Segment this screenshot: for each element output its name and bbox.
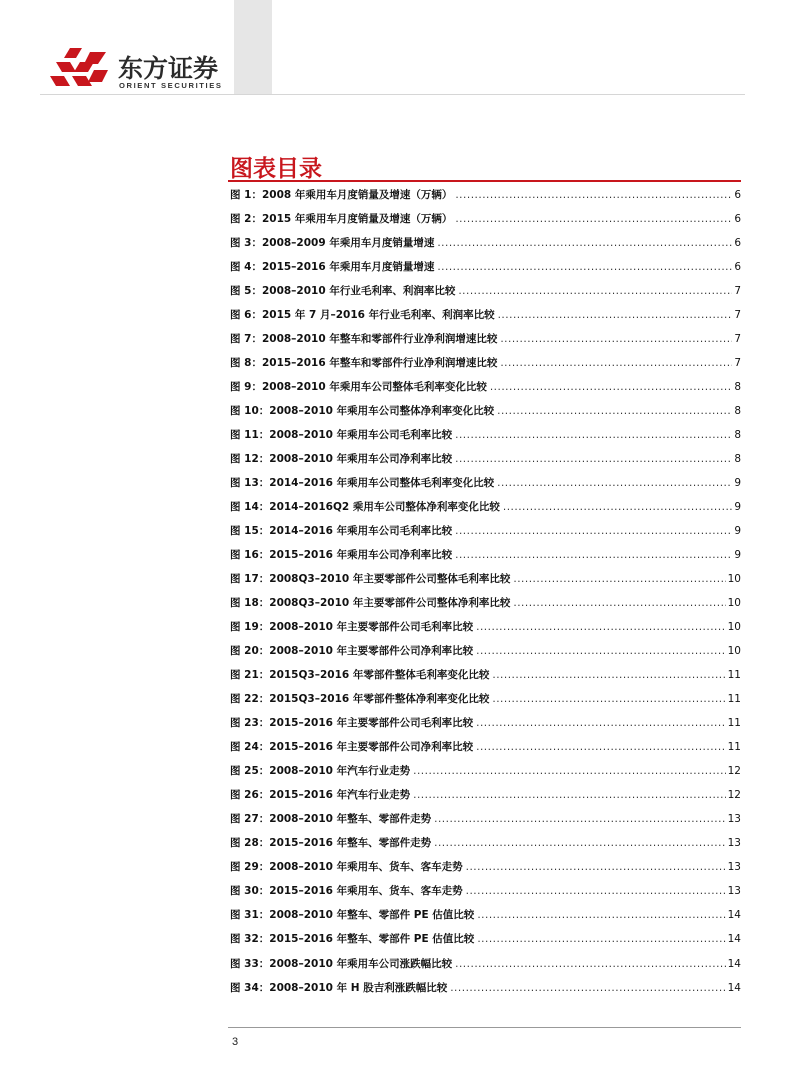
toc-entry-label: 图 14：2014–2016Q2 乘用车公司整体净利率变化比较: [230, 501, 500, 514]
toc-entry-label: 图 8：2015–2016 年整车和零部件行业净利润增速比较: [230, 357, 498, 370]
toc-entry[interactable]: [230, 187, 741, 211]
toc-entry-label: 图 25：2008–2010 年汽车行业走势: [230, 765, 411, 778]
toc-entry[interactable]: [230, 331, 741, 355]
toc-dot-leader: [500, 333, 732, 345]
toc-entry[interactable]: [230, 691, 741, 715]
toc-entry[interactable]: [230, 283, 741, 307]
toc-entry[interactable]: [230, 739, 741, 763]
toc-dot-leader: [497, 477, 732, 489]
toc-dot-leader: [513, 573, 725, 585]
header-divider: [40, 94, 745, 95]
toc-entry-page: 6: [734, 189, 741, 201]
toc-entry-page: 13: [727, 861, 741, 874]
toc-entry[interactable]: [230, 956, 741, 980]
toc-entry-page: 10: [727, 621, 741, 634]
toc-entry-page: 14: [727, 933, 741, 946]
toc-entry-page: 10: [727, 573, 741, 586]
toc-entry-label: 图 24：2015–2016 年主要零部件公司净利率比较: [230, 741, 474, 754]
toc-entry-page: 9: [734, 525, 741, 538]
toc-dot-leader: [434, 813, 726, 825]
toc-entry-page: 12: [727, 765, 741, 778]
toc-entry-page: 9: [734, 501, 741, 514]
toc-entry-page: 8: [734, 429, 741, 442]
toc-dot-leader: [455, 958, 726, 970]
toc-entry-label: 图 9：2008–2010 年乘用车公司整体毛利率变化比较: [230, 381, 487, 394]
toc-entry-label: 图 22：2015Q3–2016 年零部件整体净利率变化比较: [230, 693, 490, 706]
toc-entry[interactable]: [230, 547, 741, 571]
toc-entry-page: 13: [727, 813, 741, 826]
toc-entry-label: 图 10：2008–2010 年乘用车公司整体净利率变化比较: [230, 405, 495, 418]
toc-dot-leader: [466, 885, 726, 897]
toc-dot-leader: [500, 357, 732, 369]
toc-entry[interactable]: [230, 235, 741, 259]
toc-dot-leader: [455, 213, 732, 225]
toc-entry-label: 图 21：2015Q3–2016 年零部件整体毛利率变化比较: [230, 669, 490, 682]
toc-entry-label: 图 13：2014–2016 年乘用车公司整体毛利率变化比较: [230, 477, 495, 490]
toc-entry-label: 图 11：2008–2010 年乘用车公司毛利率比较: [230, 429, 453, 442]
toc-entry-label: 图 7：2008–2010 年整车和零部件行业净利润增速比较: [230, 333, 498, 346]
orient-securities-mark-icon: [50, 48, 110, 92]
toc-dot-leader: [492, 693, 725, 705]
toc-entry-label: 图 26：2015–2016 年汽车行业走势: [230, 789, 411, 802]
toc-dot-leader: [437, 261, 732, 273]
toc-entry-label: 图 5：2008–2010 年行业毛利率、利润率比较: [230, 285, 456, 298]
toc-entry[interactable]: [230, 715, 741, 739]
toc-entry[interactable]: [230, 980, 741, 1004]
toc-entry-page: 14: [727, 909, 741, 922]
toc-entry-page: 13: [727, 837, 741, 850]
toc-entry[interactable]: [230, 931, 741, 955]
toc-dot-leader: [503, 501, 732, 513]
toc-dot-leader: [450, 982, 725, 994]
toc-entry-label: 图 30：2015–2016 年乘用车、货车、客车走势: [230, 885, 463, 898]
toc-entry-page: 14: [727, 957, 741, 970]
toc-dot-leader: [476, 717, 726, 729]
toc-entry-page: 11: [727, 693, 741, 706]
toc-entry[interactable]: [230, 451, 741, 475]
toc-entry-label: 图 27：2008–2010 年整车、零部件走势: [230, 813, 432, 826]
toc-dot-leader: [466, 861, 726, 873]
toc-dot-leader: [513, 597, 725, 609]
toc-dot-leader: [476, 741, 726, 753]
toc-entry[interactable]: [230, 259, 741, 283]
toc-entry[interactable]: [230, 787, 741, 811]
toc-dot-leader: [455, 453, 732, 465]
toc-entry[interactable]: [230, 643, 741, 667]
toc-entry[interactable]: [230, 835, 741, 859]
toc-dot-leader: [477, 933, 725, 945]
toc-entry[interactable]: [230, 523, 741, 547]
toc-entry-page: 8: [734, 381, 741, 394]
toc-entry[interactable]: [230, 403, 741, 427]
toc-entry[interactable]: [230, 499, 741, 523]
toc-title: 图表目录: [230, 156, 322, 182]
toc-entry[interactable]: [230, 475, 741, 499]
toc-entry-label: 图 12：2008–2010 年乘用车公司净利率比较: [230, 453, 453, 466]
toc-entry-label: 图 18：2008Q3–2010 年主要零部件公司整体净利率比较: [230, 597, 511, 610]
toc-entry-label: 图 2：2015 年乘用车月度销量及增速（万辆）: [230, 213, 453, 226]
toc-entry-label: 图 32：2015–2016 年整车、零部件 PE 估值比较: [230, 933, 475, 946]
toc-entry-page: 14: [727, 981, 741, 994]
toc-dot-leader: [490, 381, 732, 393]
toc-dot-leader: [498, 309, 733, 321]
toc-entry-label: 图 29：2008–2010 年乘用车、货车、客车走势: [230, 861, 463, 874]
toc-dot-leader: [455, 429, 732, 441]
toc-entry-page: 13: [727, 885, 741, 898]
toc-entry-page: 9: [734, 549, 741, 562]
toc-entry[interactable]: [230, 907, 741, 931]
toc-entry-label: 图 1：2008 年乘用车月度销量及增速（万辆）: [230, 189, 453, 201]
toc-dot-leader: [476, 621, 726, 633]
toc-entry-page: 9: [734, 477, 741, 490]
toc-entry-label: 图 28：2015–2016 年整车、零部件走势: [230, 837, 432, 850]
toc-list: [230, 187, 741, 1004]
toc-dot-leader: [437, 237, 732, 249]
toc-dot-leader: [477, 909, 725, 921]
toc-entry[interactable]: [230, 595, 741, 619]
logo-english-name: ORIENT SECURITIES: [119, 81, 223, 90]
toc-entry-page: 6: [734, 213, 741, 226]
toc-entry[interactable]: [230, 427, 741, 451]
toc-entry-page: 7: [734, 285, 741, 298]
toc-entry[interactable]: [230, 211, 741, 235]
toc-entry[interactable]: [230, 811, 741, 835]
toc-entry-label: 图 19：2008–2010 年主要零部件公司毛利率比较: [230, 621, 474, 634]
toc-dot-leader: [455, 189, 732, 201]
toc-entry-page: 10: [727, 645, 741, 658]
toc-dot-leader: [455, 525, 732, 537]
toc-entry-page: 11: [727, 717, 741, 730]
logo-chinese-name: 东方证券: [118, 54, 219, 83]
toc-dot-leader: [497, 405, 732, 417]
toc-entry[interactable]: [230, 763, 741, 787]
toc-entry-page: 7: [734, 357, 741, 370]
toc-entry[interactable]: [230, 571, 741, 595]
toc-dot-leader: [458, 285, 732, 297]
toc-entry-label: 图 20：2008–2010 年主要零部件公司净利率比较: [230, 645, 474, 658]
toc-entry-page: 6: [734, 261, 741, 274]
company-logo: [50, 46, 240, 94]
toc-entry-label: 图 31：2008–2010 年整车、零部件 PE 估值比较: [230, 909, 475, 922]
toc-entry[interactable]: [230, 307, 741, 331]
toc-entry-label: 图 33：2008–2010 年乘用车公司涨跌幅比较: [230, 957, 453, 970]
toc-entry-label: 图 6：2015 年 7 月–2016 年行业毛利率、利润率比较: [230, 309, 495, 322]
toc-entry-label: 图 3：2008–2009 年乘用车月度销量增速: [230, 237, 435, 250]
toc-entry[interactable]: [230, 859, 741, 883]
toc-entry[interactable]: [230, 667, 741, 691]
toc-entry[interactable]: [230, 355, 741, 379]
toc-entry-page: 11: [727, 669, 741, 682]
toc-dot-leader: [455, 549, 732, 561]
toc-entry-page: 11: [727, 741, 741, 754]
toc-title-underline: [228, 180, 741, 182]
toc-entry[interactable]: [230, 619, 741, 643]
toc-dot-leader: [492, 669, 725, 681]
toc-entry-page: 10: [727, 597, 741, 610]
toc-entry[interactable]: [230, 883, 741, 907]
toc-entry-page: 6: [734, 237, 741, 250]
page-number: 3: [232, 1036, 239, 1048]
toc-entry-label: 图 34：2008–2010 年 H 股吉利涨跌幅比较: [230, 981, 448, 994]
toc-entry[interactable]: [230, 379, 741, 403]
toc-entry-page: 7: [734, 309, 741, 322]
toc-dot-leader: [413, 765, 726, 777]
toc-entry-label: 图 17：2008Q3–2010 年主要零部件公司整体毛利率比较: [230, 573, 511, 586]
toc-entry-page: 8: [734, 453, 741, 466]
toc-entry-label: 图 4：2015–2016 年乘用车月度销量增速: [230, 261, 435, 274]
footer-divider: [228, 1027, 741, 1028]
toc-dot-leader: [434, 837, 726, 849]
toc-entry-label: 图 23：2015–2016 年主要零部件公司毛利率比较: [230, 717, 474, 730]
toc-entry-label: 图 15：2014–2016 年乘用车公司毛利率比较: [230, 525, 453, 538]
toc-dot-leader: [413, 789, 726, 801]
toc-entry-page: 8: [734, 405, 741, 418]
toc-entry-label: 图 16：2015–2016 年乘用车公司净利率比较: [230, 549, 453, 562]
toc-dot-leader: [476, 645, 726, 657]
toc-entry-page: 12: [727, 789, 741, 802]
toc-entry-page: 7: [734, 333, 741, 346]
